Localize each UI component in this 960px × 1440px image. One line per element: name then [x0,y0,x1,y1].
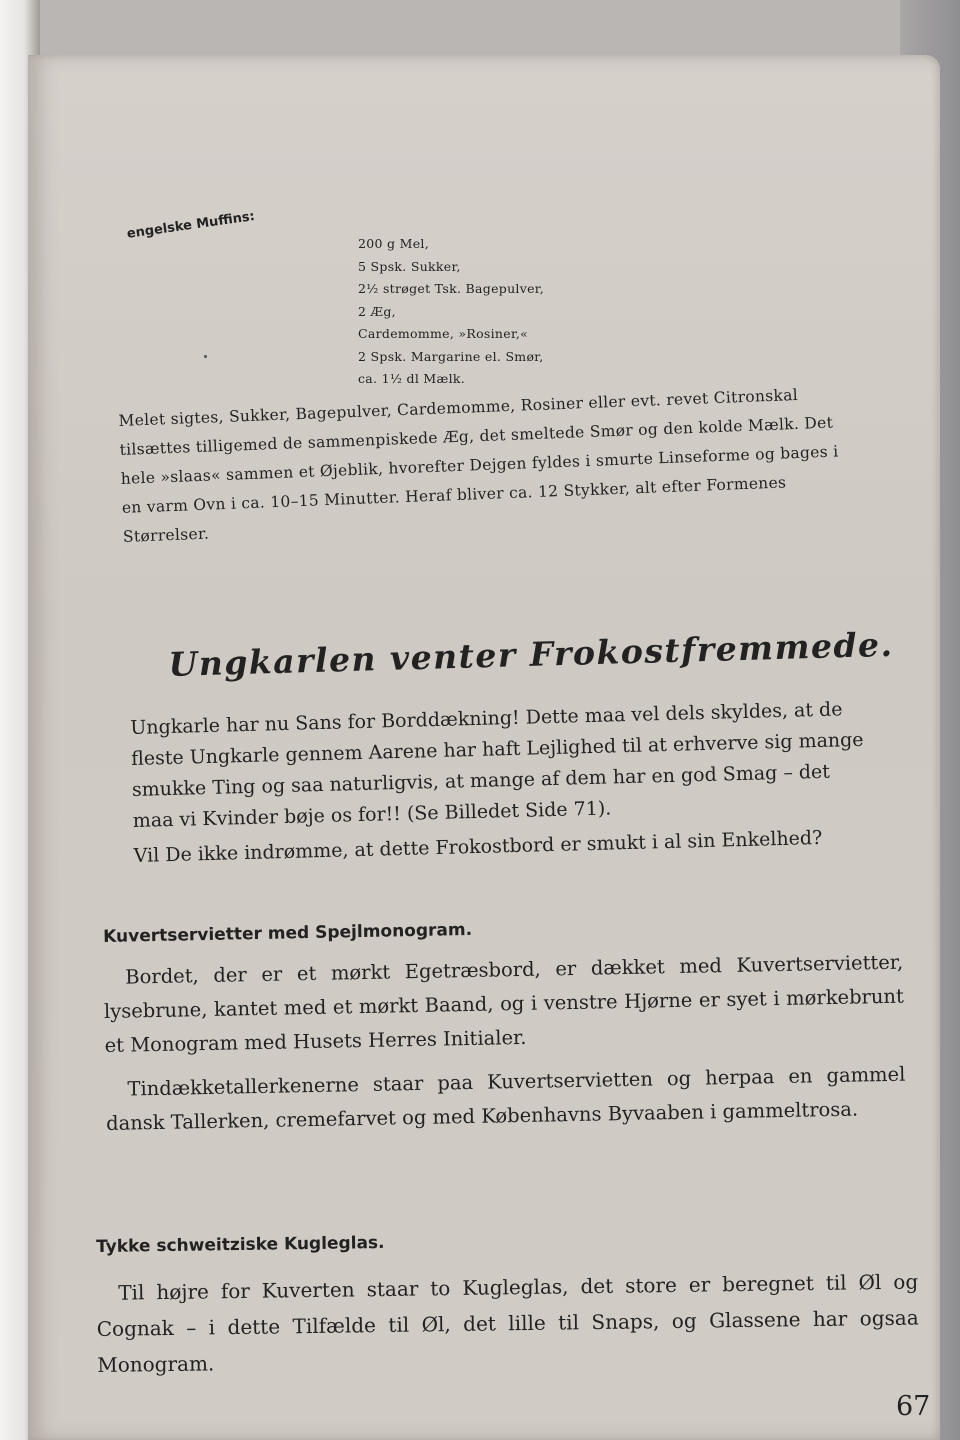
ingredient-list [358,233,544,391]
ingredient-item: 2 Spsk. Margarine el. Smør, [358,348,544,364]
recipe-title: engelske Muffins: [126,209,256,242]
recipe-method: Melet sigtes, Sukker, Bagepulver, Cardemomme, Rosiner eller evt. revet Citronskal tilsættes tilligemed de sammenpiskede Æg, det smeltede Smør og den kolde Mælk. Det hele »slaas« sammen et Øjeblik, hvorefter Dejgen fyldes i smurte Linseforme og bages i en varm Ovn i ca. 10–15 Minutter. Heraf bliver ca. 12 Stykker, alt efter Formenes Størrelser. [118,385,839,546]
body-paragraph: Bordet, der er et mørkt Egetræsbord, er dækket med Kuvertservietter, lysebrune, kantet med et mørkt Baand, og i venstre Hjørne er syet i mørkebrunt et Monogram med Husets Herres Initialer. [103,950,905,1057]
subsection-body [96,1264,919,1383]
subsection-body [103,946,906,1141]
subsection-title: Kuvertservietter med Spejlmonogram. [103,919,473,947]
ingredient-item: 5 Spsk. Sukker, [358,258,461,274]
body-paragraph: Tindækketallerkenerne staar paa Kuvertservietten og herpaa en gammel dansk Tallerken, cremefarvet og med Københavns Byvaaben i gammeltrosa. [105,1062,906,1135]
intro-paragraph: Vil De ikke indrømme, at dette Frokostbord er smukt i al sin Enkelhed? [133,826,823,867]
ingredient-item: ca. 1½ dl Mælk. [358,371,466,386]
page-number: 67 [896,1391,931,1422]
page-speck [204,355,207,358]
ingredient-item: 200 g Mel, [358,236,429,251]
intro-paragraph: Ungkarle har nu Sans for Borddækning! Dette maa vel dels skyldes, at de fleste Ungkarle gennem Aarene har haft Lejlighed til at erhverve sig mange smukke Ting og saa naturligvis, at mange af dem har en god Smag – det maa vi Kvinder bøje os for!! (Se Billedet Side 71). [130,698,864,832]
subsection-title: Tykke schweitziske Kugleglas. [96,1232,385,1257]
body-paragraph: Til højre for Kuverten staar to Kugleglas, det store er beregnet til Øl og Cognak – i dette Tilfælde til Øl, det lille til Snaps, og Glassene har ogsaa Monogram. [96,1269,919,1377]
section-intro [130,694,876,872]
book-page [28,55,940,1440]
section-title: Ungkarlen venter Frokostfremmede. [168,624,894,684]
ingredient-item: 2½ strøget Tsk. Bagepulver, [358,281,544,296]
ingredient-item: Cardemomme, »Rosiner,« [358,326,529,341]
ingredient-item: 2 Æg, [358,303,396,319]
